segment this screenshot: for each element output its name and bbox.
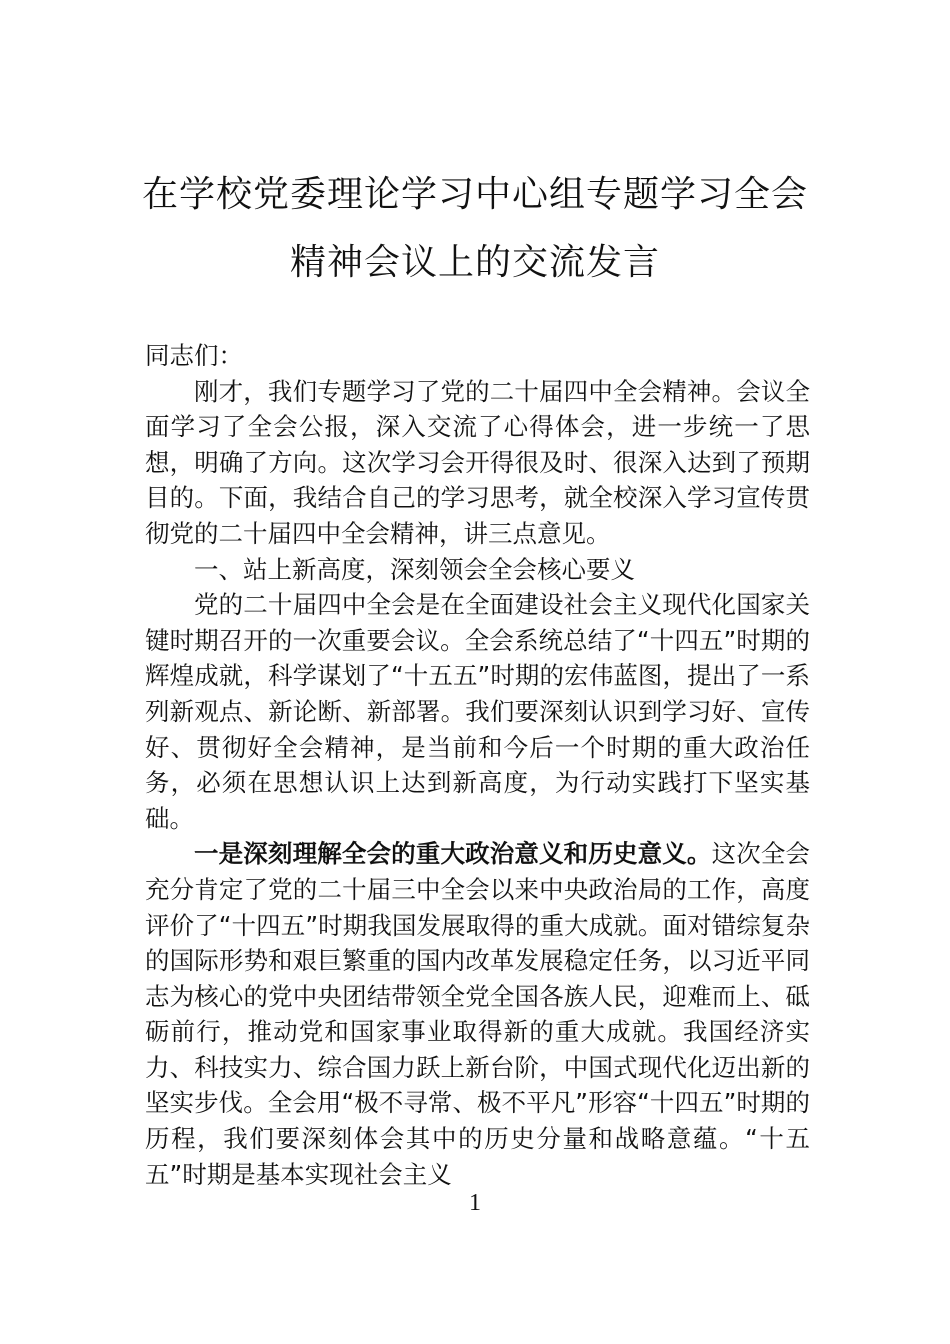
page-number: 1 xyxy=(469,1190,481,1216)
section-1-paragraph: 党的二十届四中全会是在全面建设社会主义现代化国家关键时期召开的一次重要会议。全会系统总结了“十四五”时期的辉煌成就，科学谋划了“十五五”时期的宏伟蓝图，提出了一系列新观点、新论断、新部署。我们要深刻认识到学习好、宣传好、贯彻好全会精神，是当前和今后一个时期的重大政治任务，必须在思想认识上达到新高度，为行动实践打下坚实基础。 xyxy=(145,590,810,833)
document-body xyxy=(145,338,810,1192)
document-title-line-1: 在学校党委理论学习中心组专题学习全会 xyxy=(141,174,808,215)
section-heading-1: 一、站上新高度，深刻领会全会核心要义 xyxy=(194,554,635,584)
salutation: 同志们： xyxy=(145,341,243,370)
point-1-body: 这次全会充分肯定了党的二十届三中全会以来中央政治局的工作，高度评价了“十四五”时期我国发展取得的重大成就。面对错综复杂的国际形势和艰巨繁重的国内改革发展稳定任务，以习近平同志为核心的党中央团结带领全党全国各族人民，迎难而上、砥砺前行，推动党和国家事业取得新的重大成就。我国经济实力、科技实力、综合国力跃上新台阶，中国式现代化迈出新的坚实步伐。全会用“极不寻常、极不平凡”形容“十四五”时期的历程，我们要深刻体会其中的历史分量和战略意蕴。“十五五”时期是基本实现社会主义 xyxy=(145,839,810,1189)
intro-paragraph: 刚才，我们专题学习了党的二十届四中全会精神。会议全面学习了全会公报，深入交流了心得体会，进一步统一了思想，明确了方向。这次学习会开得很及时、很深入达到了预期目的。下面，我结合自己的学习思考，就全校深入学习宣传贯彻党的二十届四中全会精神，讲三点意见。 xyxy=(145,376,810,548)
document-title-line-2: 精神会议上的交流发言 xyxy=(289,242,660,283)
point-1-paragraph xyxy=(145,836,810,1192)
point-1-lead: 一是深刻理解全会的重大政治意义和历史意义。 xyxy=(194,839,712,869)
